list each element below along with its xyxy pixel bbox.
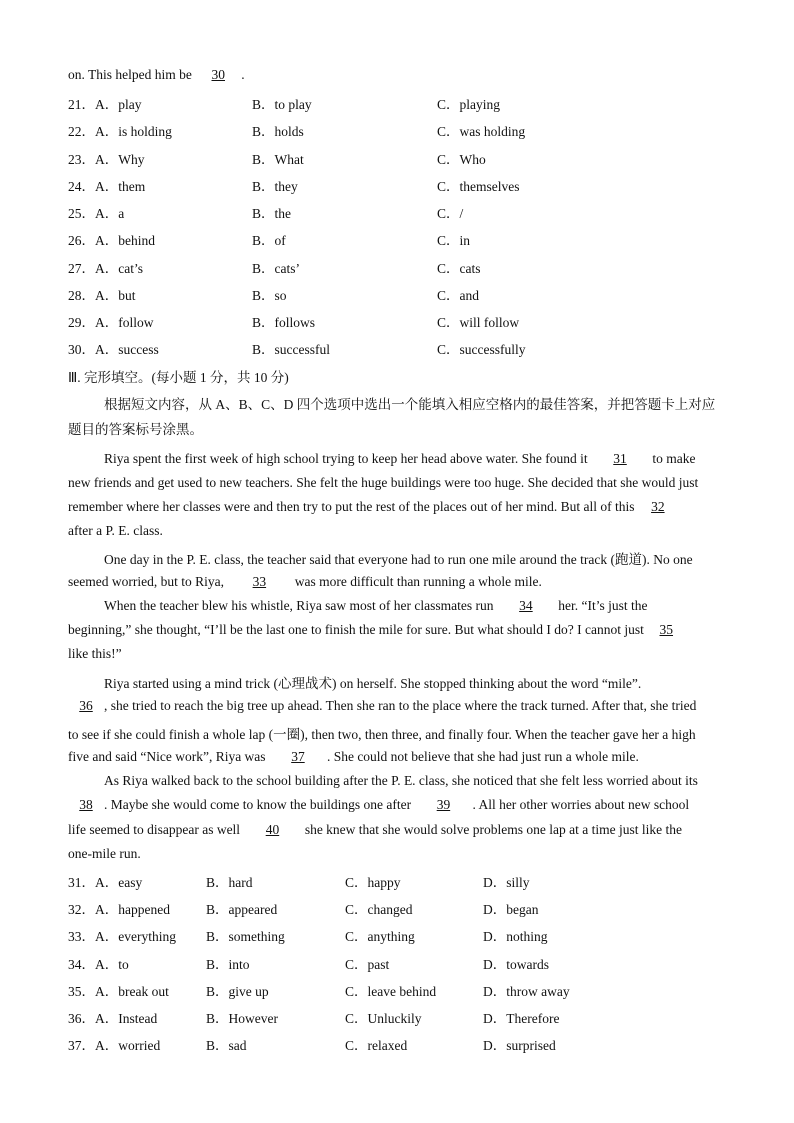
option-c: C．changed [345, 902, 413, 917]
question-number: 29． [68, 315, 95, 330]
option-a: A．is holding [95, 124, 172, 139]
option-b: B．so [252, 288, 287, 303]
option-c: C．anything [345, 929, 415, 944]
option-a: A．follow [95, 315, 154, 330]
option-a: A．play [95, 97, 142, 112]
option-a: A．worried [95, 1038, 161, 1053]
option-d: D．towards [483, 957, 549, 972]
blank-30: 30 [211, 67, 225, 82]
option-a: A．Why [95, 152, 145, 167]
option-b: B．What [252, 152, 304, 167]
option-a: A．break out [95, 984, 169, 999]
section-instructions [68, 393, 726, 442]
passage-line: after a P. E. class. [68, 523, 163, 538]
option-b: B．the [252, 206, 291, 221]
option-c: C．relaxed [345, 1038, 408, 1053]
blank-33: 33 [252, 574, 267, 589]
passage-text: beginning,” she thought, “I’ll be the last one to finish the mile for sure. But what should I do? I cannot just [68, 622, 648, 637]
option-d: D．Therefore [483, 1011, 560, 1026]
continuation-text: on. This helped him be [68, 67, 196, 82]
blank-32: 32 [651, 499, 665, 514]
blank-36: 36 [79, 698, 93, 713]
option-d: D．silly [483, 875, 530, 890]
option-c: C．past [345, 957, 390, 972]
option-a: A．a [95, 206, 125, 221]
option-b: B．cats’ [252, 261, 300, 276]
blank-34: 34 [519, 598, 533, 613]
question-number: 32． [68, 902, 95, 917]
option-c: C．will follow [437, 315, 520, 330]
passage-text: life seemed to disappear as well [68, 822, 244, 837]
passage-text: . She could not believe that she had just run a whole mile. [326, 749, 639, 764]
passage-text: she knew that she would solve problems one lap at a time just like the [301, 822, 682, 837]
option-a: A．to [95, 957, 129, 972]
continuation-line [68, 67, 245, 83]
blank-39: 39 [436, 797, 451, 812]
passage-text: remember where her classes were and then try to put the rest of the places out of her mind. But all of this [68, 499, 638, 514]
option-c: C．leave behind [345, 984, 437, 999]
question-number: 31． [68, 875, 95, 890]
question-number: 21． [68, 97, 95, 112]
section-heading: Ⅲ. 完形填空。(每小题 1 分，共 10 分) [68, 370, 289, 385]
question-number: 25． [68, 206, 95, 221]
question-number: 24． [68, 179, 95, 194]
passage-text: Riya spent the first week of high school trying to keep her head above water. She found it [104, 451, 592, 466]
option-a: A．easy [95, 875, 143, 890]
question-number: 22． [68, 124, 95, 139]
option-c: C．Unluckily [345, 1011, 422, 1026]
option-b: B．appeared [206, 902, 278, 917]
question-number: 34． [68, 957, 95, 972]
option-d: D．nothing [483, 929, 548, 944]
passage-line [68, 797, 689, 813]
passage-line: to see if she could finish a whole lap (一圈), then two, then three, and finally four. When the teacher gave her a high [68, 727, 696, 742]
passage-text: to make [649, 451, 696, 466]
option-a: A．Instead [95, 1011, 158, 1026]
passage-line: like this!” [68, 646, 122, 661]
option-b: B．to play [252, 97, 312, 112]
passage-line: As Riya walked back to the school building after the P. E. class, she noticed that she felt less worried about its [104, 773, 698, 788]
passage-line: One day in the P. E. class, the teacher said that everyone had to run one mile around the track (跑道). No one [104, 552, 693, 567]
blank-37: 37 [291, 749, 305, 764]
option-b: B．successful [252, 342, 330, 357]
passage-text: , she tried to reach the big tree up ahead. Then she ran to the place where the track turned. After that, she tried [104, 698, 697, 713]
option-b: B．something [206, 929, 285, 944]
option-d: D．surprised [483, 1038, 556, 1053]
question-number: 27． [68, 261, 95, 276]
blank-38: 38 [79, 797, 93, 812]
option-c: C．successfully [437, 342, 526, 357]
passage-line [68, 749, 639, 765]
option-c: C．happy [345, 875, 401, 890]
continuation-period: . [241, 67, 245, 82]
question-number: 33． [68, 929, 95, 944]
option-a: A．happened [95, 902, 170, 917]
passage-line [104, 598, 648, 614]
question-number: 37． [68, 1038, 95, 1053]
passage-line [68, 822, 682, 838]
option-c: C．was holding [437, 124, 526, 139]
option-b: B．holds [252, 124, 304, 139]
question-number: 28． [68, 288, 95, 303]
option-a: A．them [95, 179, 146, 194]
instruction-line-2: 题目的答案标号涂黑。 [68, 421, 203, 437]
option-c: C．themselves [437, 179, 520, 194]
passage-line [104, 451, 696, 467]
question-number: 26． [68, 233, 95, 248]
passage-line [68, 622, 685, 638]
option-c: C．Who [437, 152, 486, 167]
passage-text: seemed worried, but to Riya, [68, 574, 228, 589]
option-b: B．they [252, 179, 298, 194]
option-c: C．and [437, 288, 479, 303]
passage-text: five and said “Nice work”, Riya was [68, 749, 269, 764]
passage-text: . All her other worries about new school [472, 797, 690, 812]
option-a: A．cat’s [95, 261, 143, 276]
option-c: C．in [437, 233, 471, 248]
option-b: B．sad [206, 1038, 247, 1053]
option-b: B．into [206, 957, 250, 972]
option-c: C．cats [437, 261, 481, 276]
passage-line [68, 499, 678, 515]
option-a: A．everything [95, 929, 176, 944]
option-b: B．give up [206, 984, 269, 999]
option-b: B．follows [252, 315, 316, 330]
passage-text: her. “It’s just the [554, 598, 648, 613]
option-d: D．began [483, 902, 539, 917]
passage-line: one-mile run. [68, 846, 141, 861]
question-number: 36． [68, 1011, 95, 1026]
passage-line: Riya started using a mind trick (心理战术) on herself. She stopped thinking about the word “mile”. [104, 676, 642, 691]
option-a: A．but [95, 288, 136, 303]
option-a: A．behind [95, 233, 155, 248]
option-d: D．throw away [483, 984, 570, 999]
passage-text: was more difficult than running a whole mile. [291, 574, 542, 589]
blank-40: 40 [265, 822, 280, 837]
option-c: C．playing [437, 97, 500, 112]
instruction-line-1: 根据短文内容，从 A、B、C、D 四个选项中选出一个能填入相应空格内的最佳答案，并把答题卡上对应 [104, 397, 716, 412]
option-b: B．of [252, 233, 286, 248]
question-number: 23． [68, 152, 95, 167]
passage-line [68, 698, 696, 714]
option-a: A．success [95, 342, 159, 357]
option-b: B．However [206, 1011, 278, 1026]
passage-line [68, 574, 542, 590]
question-number: 35． [68, 984, 95, 999]
option-c: C．/ [437, 206, 464, 221]
option-b: B．hard [206, 875, 253, 890]
passage-text: . Maybe she would come to know the buildings one after [104, 797, 415, 812]
question-number: 30． [68, 342, 95, 357]
blank-35: 35 [659, 622, 674, 637]
passage-line: new friends and get used to new teachers. She felt the huge buildings were too huge. She decided that she would just [68, 475, 699, 490]
blank-31: 31 [613, 451, 627, 466]
passage-text: When the teacher blew his whistle, Riya saw most of her classmates run [104, 598, 497, 613]
